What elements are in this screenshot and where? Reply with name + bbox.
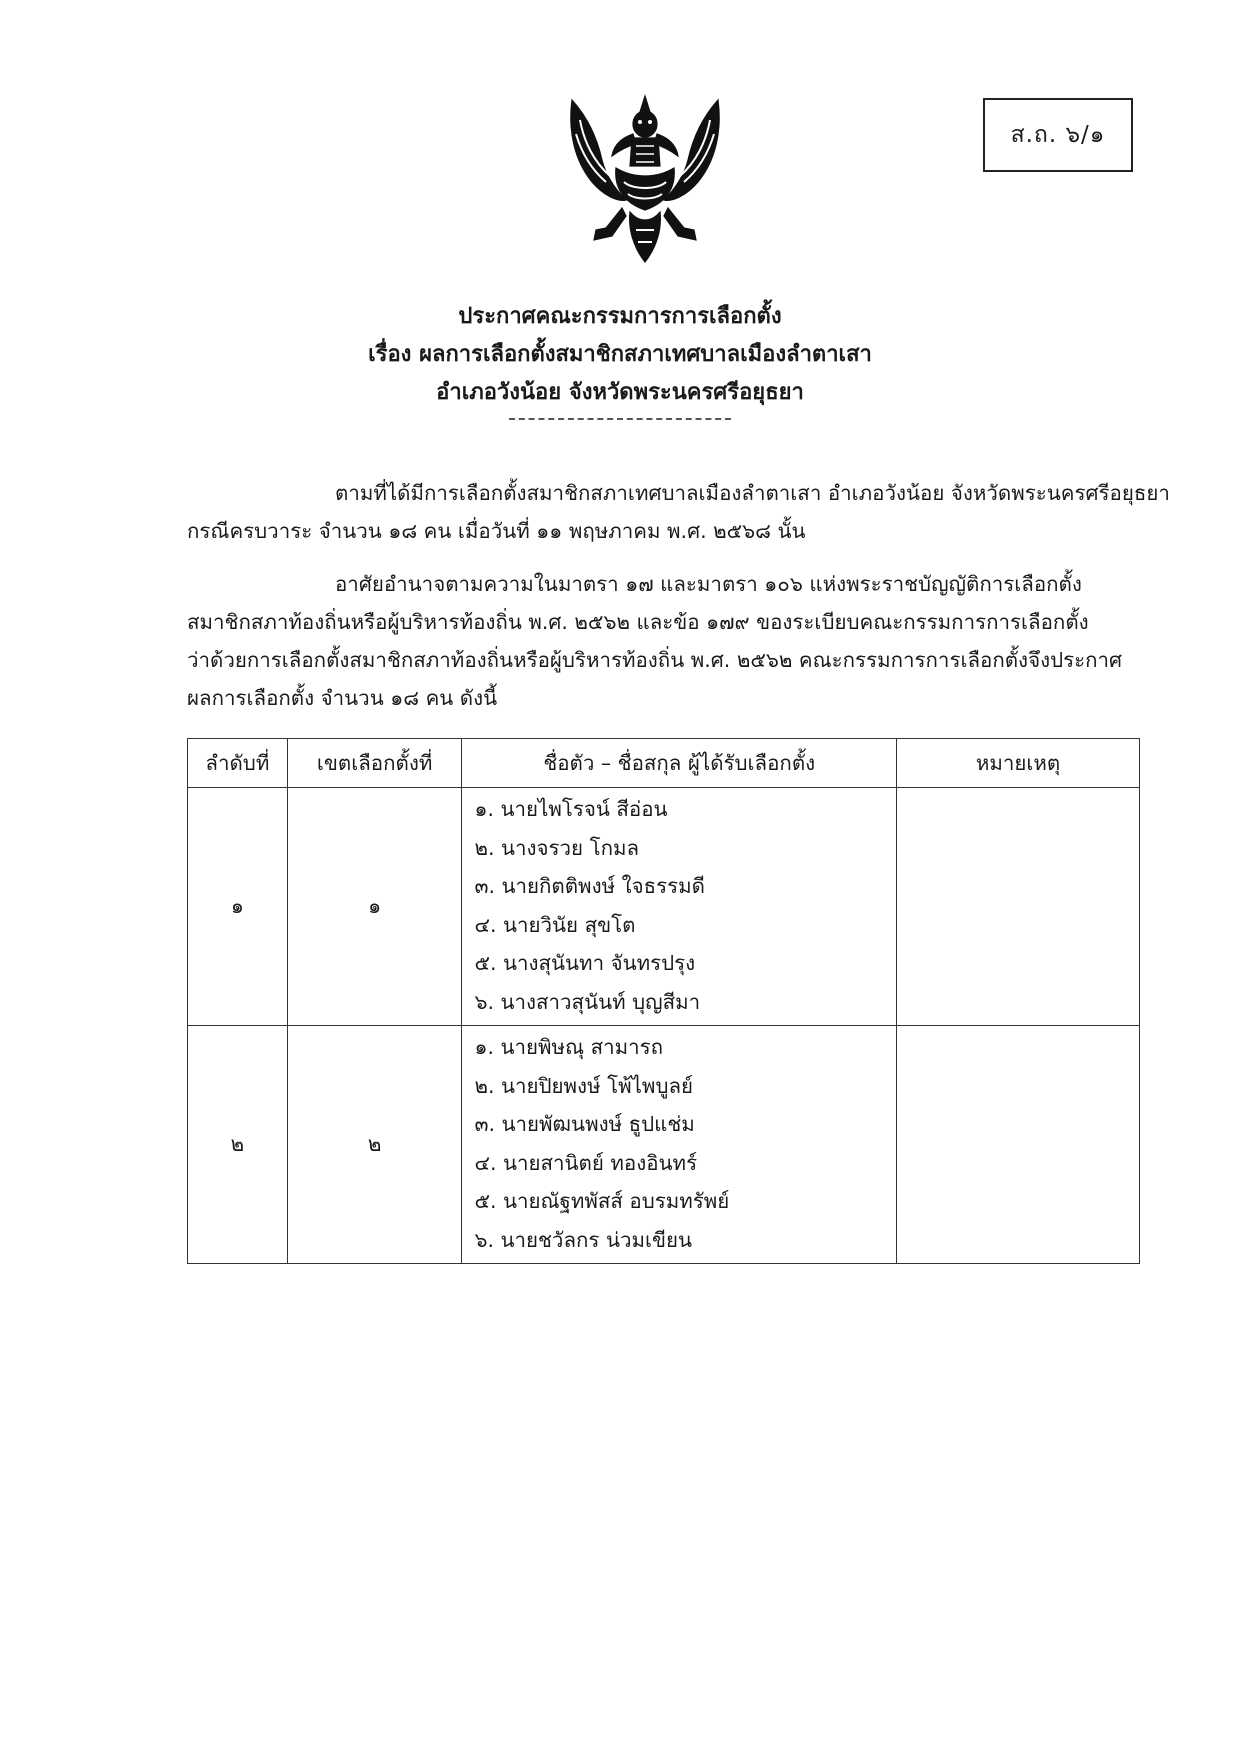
row-district: ๒: [287, 1026, 462, 1264]
elected-name: ๓. นายพัฒนพงษ์ ธูปแช่ม: [474, 1112, 695, 1136]
election-results-table: [187, 738, 1140, 1264]
elected-name: ๑. นายพิษณุ สามารถ: [474, 1035, 664, 1059]
elected-name: ๖. นางสาวสุนันท์ บุญสีมา: [474, 989, 701, 1014]
elected-name: ๓. นายกิตติพงษ์ ใจธรรมดี: [474, 874, 705, 898]
garuda-emblem-icon: [560, 90, 730, 275]
paragraph-line: ผลการเลือกตั้ง จำนวน ๑๘ คน ดังนี้: [187, 686, 498, 710]
elected-name: ๕. นางสุนันทา จันทรปรุง: [474, 951, 696, 975]
row-district: ๑: [287, 788, 462, 1026]
announcement-subject: เรื่อง ผลการเลือกตั้งสมาชิกสภาเทศบาลเมืองลำตาเสา: [368, 342, 872, 367]
elected-name: ๒. นายปิยพงษ์ โพ้ไพบูลย์: [474, 1073, 694, 1098]
announcement-header: [0, 298, 1240, 420]
title-divider: [509, 418, 731, 420]
row-remark: [897, 1026, 1140, 1264]
paragraph-line: สมาชิกสภาท้องถิ่นหรือผู้บริหารท้องถิ่น พ.ศ. ๒๕๖๒ และข้อ ๑๗๙ ของระเบียบคณะกรรมการการเลือกตั้ง: [187, 610, 1089, 634]
announcement-title: ประกาศคณะกรรมการการเลือกตั้ง: [458, 304, 782, 329]
row-order: ๒: [188, 1026, 288, 1264]
row-remark: [897, 788, 1140, 1026]
form-code: ส.ถ. ๖/๑: [1010, 122, 1106, 148]
table-row: [188, 1026, 1140, 1264]
header-name: ชื่อตัว – ชื่อสกุล ผู้ได้รับเลือกตั้ง: [462, 739, 897, 788]
paragraph-background: [187, 474, 1170, 550]
elected-name: ๔. นายวินัย สุขโต: [474, 912, 636, 937]
form-code-box: [983, 98, 1133, 172]
elected-names-cell: [462, 1026, 897, 1264]
elected-name: ๔. นายสานิตย์ ทองอินทร์: [474, 1150, 698, 1175]
elected-name: ๑. นายไพโรจน์ สีอ่อน: [474, 797, 668, 821]
table-header-row: [188, 739, 1140, 788]
paragraph-line: ตามที่ได้มีการเลือกตั้งสมาชิกสภาเทศบาลเมืองลำตาเสา อำเภอวังน้อย จังหวัดพระนครศรีอยุธยา: [335, 481, 1170, 505]
elected-names-cell: [462, 788, 897, 1026]
paragraph-authority: [187, 565, 1140, 717]
elected-name: ๕. นายณัฐทพัสส์ อบรมทรัพย์: [474, 1189, 730, 1213]
paragraph-line: กรณีครบวาระ จำนวน ๑๘ คน เมื่อวันที่ ๑๑ พฤษภาคม พ.ศ. ๒๕๖๘ นั้น: [187, 519, 806, 543]
row-order: ๑: [188, 788, 288, 1026]
header-order: ลำดับที่: [188, 739, 288, 788]
paragraph-line: อาศัยอำนาจตามความในมาตรา ๑๗ และมาตรา ๑๐๖ แห่งพระราชบัญญัติการเลือกตั้ง: [335, 572, 1082, 596]
elected-name: ๒. นางจรวย โกมล: [474, 835, 640, 860]
header-district: เขตเลือกตั้งที่: [287, 739, 462, 788]
elected-name: ๖. นายชวัลกร น่วมเขียน: [474, 1227, 693, 1252]
paragraph-line: ว่าด้วยการเลือกตั้งสมาชิกสภาท้องถิ่นหรือผู้บริหารท้องถิ่น พ.ศ. ๒๕๖๒ คณะกรรมการการเลือกตั้งจึงประกาศ: [187, 648, 1123, 672]
header-remark: หมายเหตุ: [897, 739, 1140, 788]
table-row: [188, 788, 1140, 1026]
announcement-location: อำเภอวังน้อย จังหวัดพระนครศรีอยุธยา: [436, 380, 804, 405]
